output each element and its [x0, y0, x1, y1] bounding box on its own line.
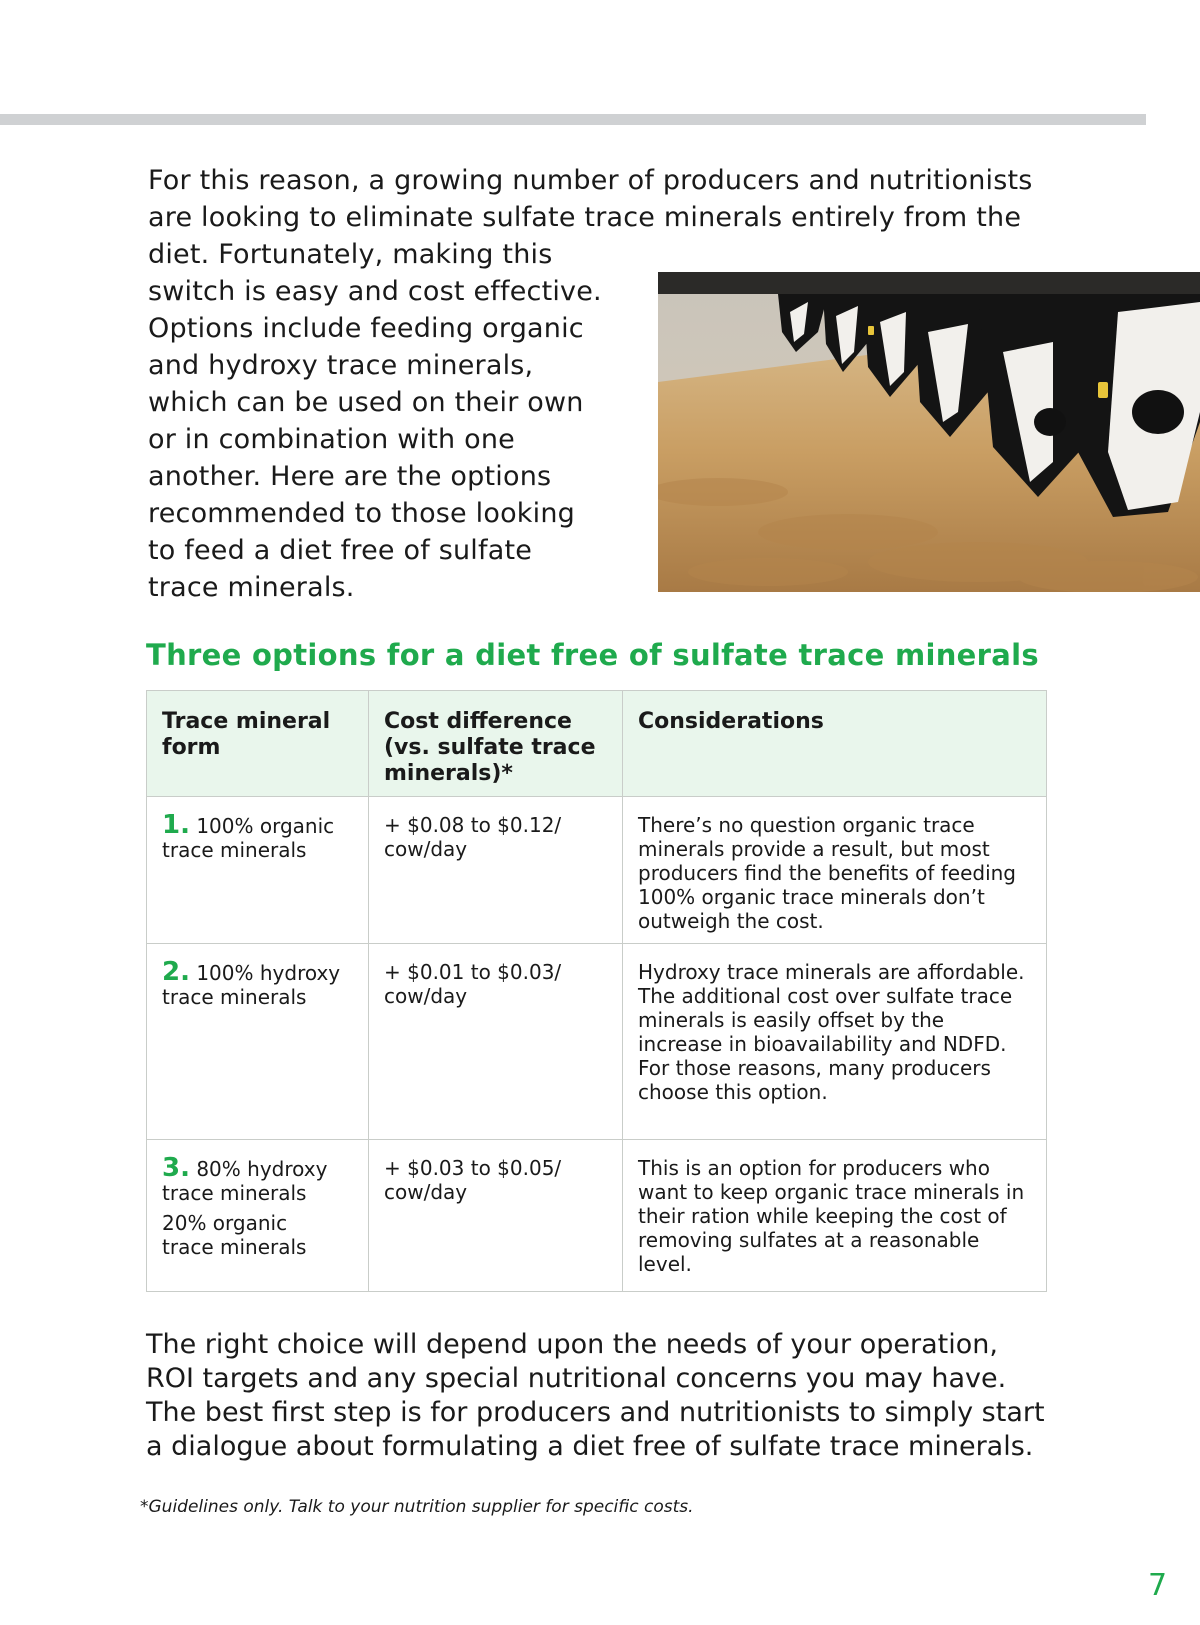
options-table [146, 690, 1047, 1292]
intro-line: diet. Fortunately, making this [148, 239, 553, 270]
closing-line: The right choice will depend upon the needs of your operation, [146, 1329, 998, 1360]
closing-line: a dialogue about formulating a diet free of sulfate trace minerals. [146, 1431, 1034, 1462]
cost-cell: + $0.03 to $0.05/ cow/day [369, 1140, 623, 1292]
form-cell [147, 1140, 369, 1292]
considerations-cell: There’s no question organic trace minerals provide a result, but most producers find the benefits of feeding 100% organic trace minerals don’t outweigh the cost. [623, 797, 1047, 944]
form-text: trace minerals [162, 985, 307, 1009]
form-text: trace minerals [162, 1235, 307, 1259]
intro-line: or in combination with one [148, 424, 515, 455]
considerations-cell: Hydroxy trace minerals are affordable. The additional cost over sulfate trace minerals is easily offset by the increase in bioavailability and NDFD. For those reasons, many producers choose this option. [623, 944, 1047, 1140]
header-trace-mineral-form: Trace mineral form [147, 691, 369, 797]
form-cell [147, 797, 369, 944]
intro-line: to feed a diet free of sulfate [148, 535, 533, 566]
table-row [147, 944, 1047, 1140]
intro-line: recommended to those looking [148, 498, 575, 529]
form-text: trace minerals [162, 1181, 307, 1205]
intro-line: trace minerals. [148, 572, 355, 603]
closing-paragraph [146, 1328, 1126, 1464]
form-cell [147, 944, 369, 1140]
header-considerations: Considerations [623, 691, 1047, 797]
option-number: 2. [162, 957, 190, 987]
table-row [147, 797, 1047, 944]
closing-line: The best first step is for producers and nutritionists to simply start [146, 1397, 1045, 1428]
considerations-cell: This is an option for producers who want to keep organic trace minerals in their ration while keeping the cost of removing sulfates at a reasonable level. [623, 1140, 1047, 1292]
footnote: *Guidelines only. Talk to your nutrition supplier for specific costs. [140, 1497, 694, 1517]
form-text: 80% hydroxy [196, 1157, 328, 1181]
header-cost-difference: Cost difference (vs. sulfate trace minerals)* [369, 691, 623, 797]
top-divider [0, 114, 1146, 125]
form-text: trace minerals [162, 838, 307, 862]
intro-line: which can be used on their own [148, 387, 584, 418]
cost-cell: + $0.01 to $0.03/ cow/day [369, 944, 623, 1140]
cows-photo-illustration [658, 272, 1200, 592]
intro-line: are looking to eliminate sulfate trace minerals entirely from the [148, 202, 1022, 233]
page-number: 7 [1148, 1568, 1168, 1603]
section-heading: Three options for a diet free of sulfate trace minerals [146, 638, 1039, 672]
intro-line: another. Here are the options [148, 461, 552, 492]
dairy-cows-feeding-photo [658, 272, 1200, 592]
form-text: 20% organic [162, 1211, 288, 1235]
form-text: 100% hydroxy [196, 961, 341, 985]
closing-line: ROI targets and any special nutritional concerns you may have. [146, 1363, 1007, 1394]
intro-line: For this reason, a growing number of producers and nutritionists [148, 165, 1033, 196]
intro-line: and hydroxy trace minerals, [148, 350, 534, 381]
intro-line: Options include feeding organic [148, 313, 584, 344]
table-row [147, 1140, 1047, 1292]
form-text: 100% organic [196, 814, 335, 838]
option-number: 1. [162, 810, 190, 840]
option-number: 3. [162, 1153, 190, 1183]
cost-cell: + $0.08 to $0.12/ cow/day [369, 797, 623, 944]
intro-line: switch is easy and cost effective. [148, 276, 602, 307]
table-header-row [147, 691, 1047, 797]
